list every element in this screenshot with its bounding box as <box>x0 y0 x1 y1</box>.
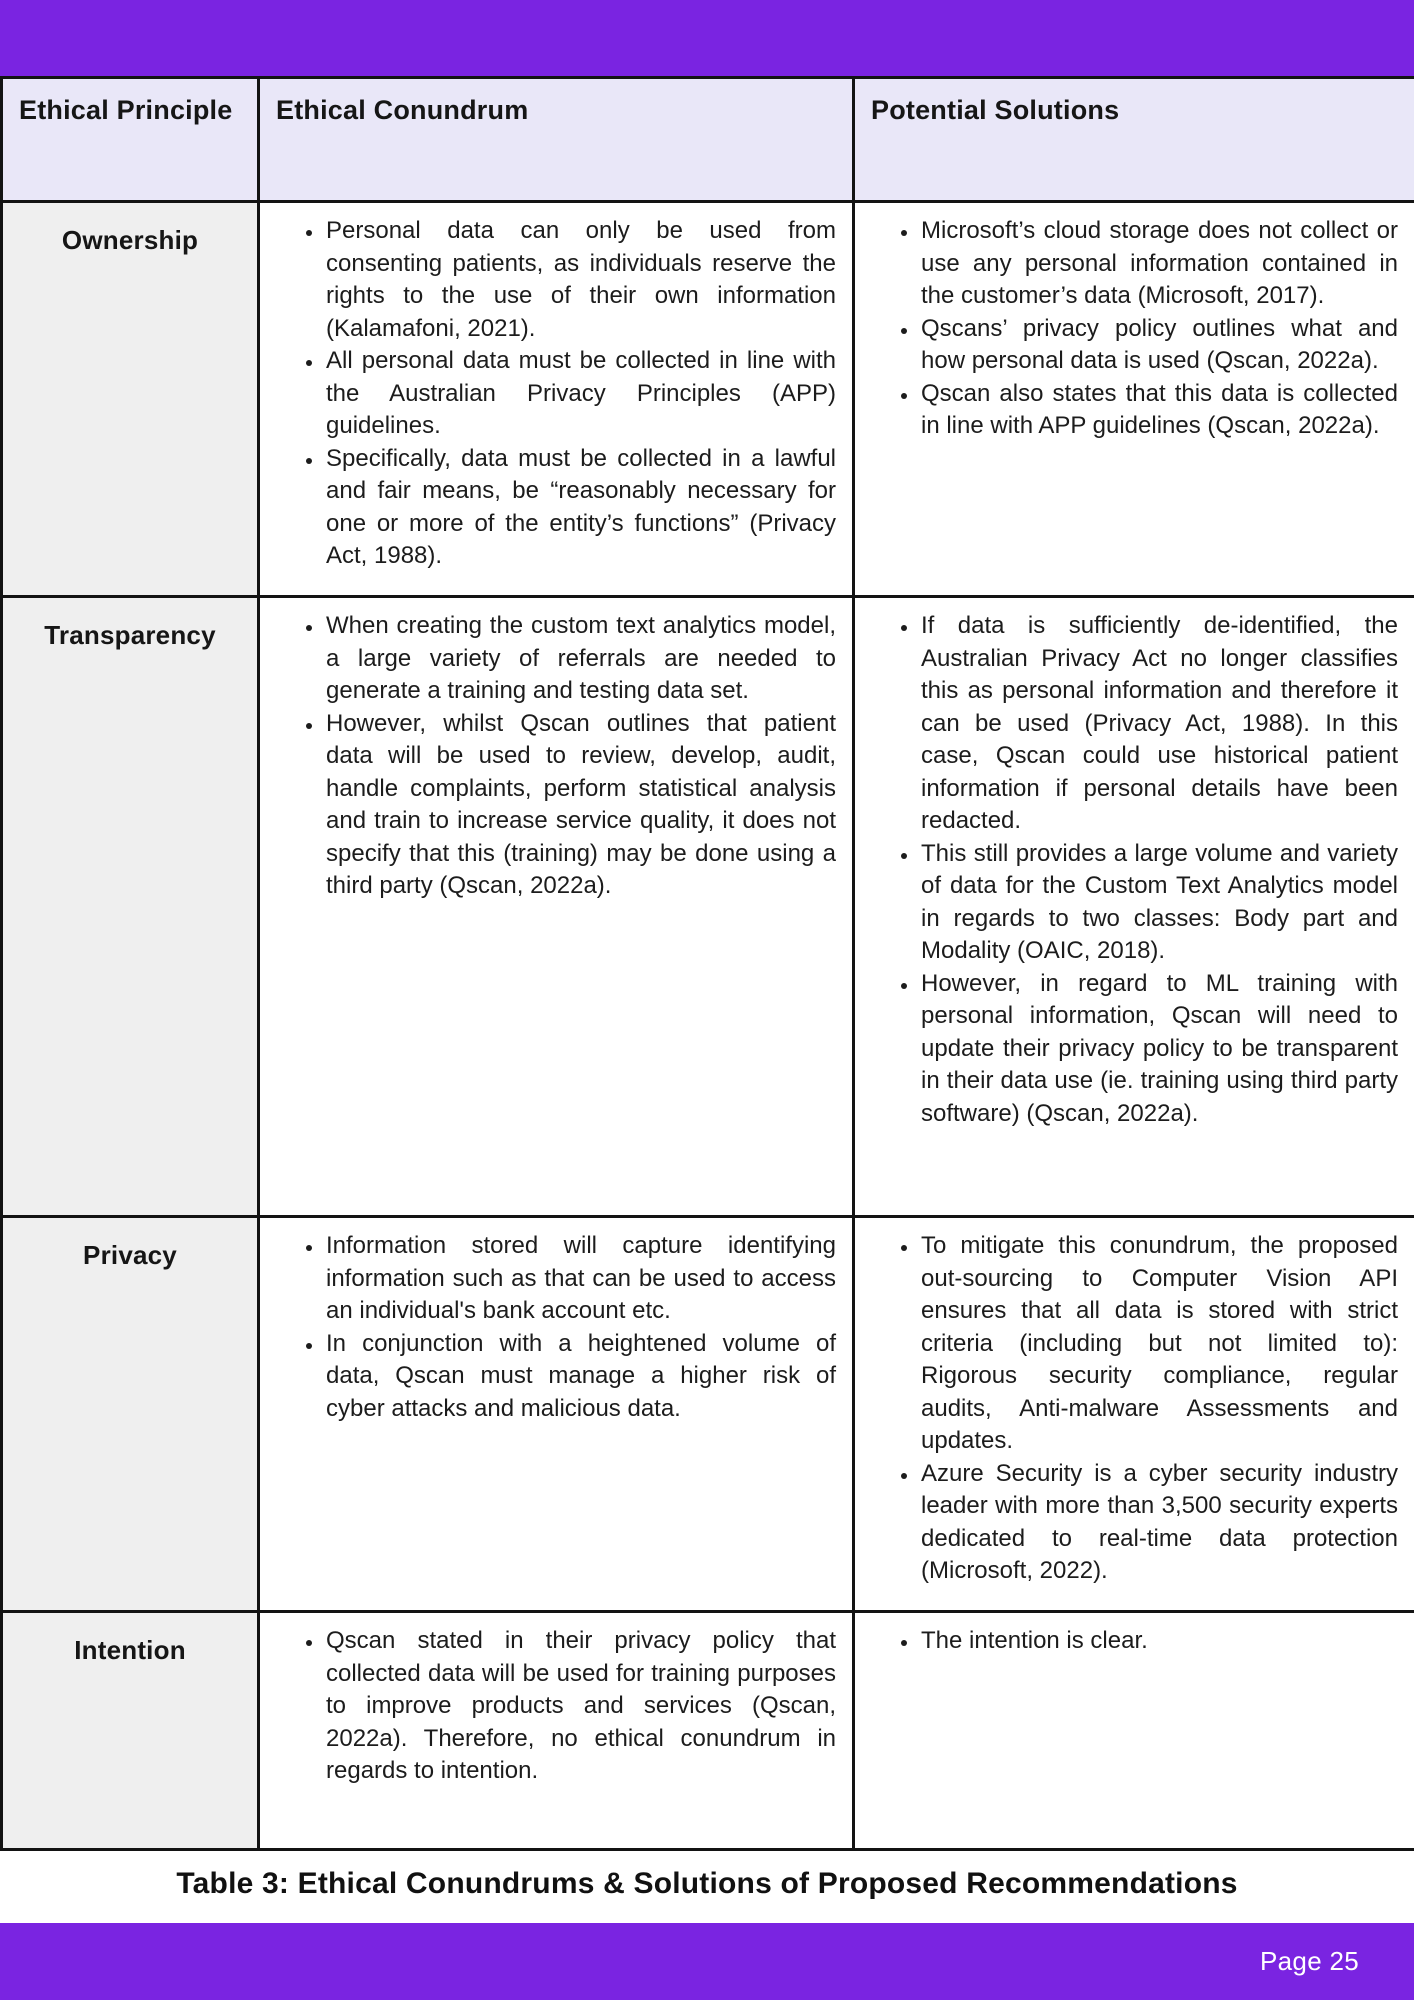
row-header-intention: Intention <box>2 1612 259 1850</box>
bullet-item: • Information stored will capture identifying information such as that can be used to access an individual's bank account etc. <box>324 1230 836 1328</box>
bullet-item: • However, whilst Qscan outlines that patient data will be used to review, develop, audit, handle complaints, perform statistical analysis and train to increase service quality, it does not specify that this (training) may be done using a third party (Qscan, 2022a). <box>324 708 836 903</box>
bullet-item: • Azure Security is a cyber security industry leader with more than 3,500 security experts dedicated to real-time data protection (Microsoft, 2022). <box>919 1458 1398 1588</box>
intention-conundrum-cell <box>259 1612 854 1850</box>
row-header-transparency: Transparency <box>2 597 259 1217</box>
col-header-ethical-principle: Ethical Principle <box>2 78 259 202</box>
ownership-solutions-cell <box>854 202 1414 597</box>
bullet-item: • Qscan also states that this data is collected in line with APP guidelines (Qscan, 2022a). <box>919 378 1398 443</box>
transparency-conundrum-cell <box>259 597 854 1217</box>
table-row-intention <box>2 1612 1414 1850</box>
col-header-potential-solutions: Potential Solutions <box>854 78 1414 202</box>
bullet-item: • This still provides a large volume and variety of data for the Custom Text Analytics model in regards to two classes: Body part and Modality (OAIC, 2018). <box>919 838 1398 968</box>
bullet-item: • Microsoft’s cloud storage does not collect or use any personal information contained in the customer’s data (Microsoft, 2017). <box>919 215 1398 313</box>
bullet-item: • Qscans’ privacy policy outlines what and how personal data is used (Qscan, 2022a). <box>919 313 1398 378</box>
top-banner <box>0 0 1414 76</box>
privacy-solutions-cell <box>854 1217 1414 1612</box>
transparency-solutions-cell <box>854 597 1414 1217</box>
privacy-solutions-list <box>855 1230 1398 1588</box>
privacy-conundrum-cell <box>259 1217 854 1612</box>
bullet-item: • Qscan stated in their privacy policy that collected data will be used for training purposes to improve products and services (Qscan, 2022a). Therefore, no ethical conundrum in regards to intention. <box>324 1625 836 1788</box>
row-header-ownership: Ownership <box>2 202 259 597</box>
page-number: Page 25 <box>1260 1946 1359 1976</box>
intention-conundrum-list <box>260 1625 836 1788</box>
ownership-conundrum-list <box>260 215 836 573</box>
table-row-privacy <box>2 1217 1414 1612</box>
table-row-transparency <box>2 597 1414 1217</box>
bullet-item: • When creating the custom text analytics model, a large variety of referrals are needed to generate a training and testing data set. <box>324 610 836 708</box>
bullet-item: • In conjunction with a heightened volume of data, Qscan must manage a higher risk of cyber attacks and malicious data. <box>324 1328 836 1426</box>
bullet-item: • Personal data can only be used from consenting patients, as individuals reserve the rights to the use of their own information (Kalamafoni, 2021). <box>324 215 836 345</box>
bullet-item: • To mitigate this conundrum, the proposed out-sourcing to Computer Vision API ensures that all data is stored with strict criteria (including but not limited to): Rigorous security compliance, regular audits, Anti-malware Assessments and updates. <box>919 1230 1398 1458</box>
privacy-conundrum-list <box>260 1230 836 1425</box>
transparency-solutions-list <box>855 610 1398 1130</box>
ethics-table <box>0 76 1414 1851</box>
header-row <box>2 78 1414 202</box>
ownership-solutions-list <box>855 215 1398 443</box>
transparency-conundrum-list <box>260 610 836 903</box>
col-header-ethical-conundrum: Ethical Conundrum <box>259 78 854 202</box>
row-header-privacy: Privacy <box>2 1217 259 1612</box>
bullet-item: • Specifically, data must be collected in a lawful and fair means, be “reasonably necessary for one or more of the entity’s functions” (Privacy Act, 1988). <box>324 443 836 573</box>
bullet-item: • However, in regard to ML training with personal information, Qscan will need to update their privacy policy to be transparent in their data use (ie. training using third party software) (Qscan, 2022a). <box>919 968 1398 1131</box>
bullet-item: • The intention is clear. <box>919 1625 1398 1658</box>
bullet-item: • All personal data must be collected in line with the Australian Privacy Principles (APP) guidelines. <box>324 345 836 443</box>
footer-bar <box>0 1923 1414 2000</box>
ownership-conundrum-cell <box>259 202 854 597</box>
table-caption: Table 3: Ethical Conundrums & Solutions of Proposed Recommendations <box>176 1867 1238 1900</box>
table-row-ownership <box>2 202 1414 597</box>
intention-solutions-list <box>855 1625 1398 1658</box>
bullet-item: • If data is sufficiently de-identified, the Australian Privacy Act no longer classifies this as personal information and therefore it can be used (Privacy Act, 1988). In this case, Qscan could use historical patient information if personal details have been redacted. <box>919 610 1398 838</box>
intention-solutions-cell <box>854 1612 1414 1850</box>
